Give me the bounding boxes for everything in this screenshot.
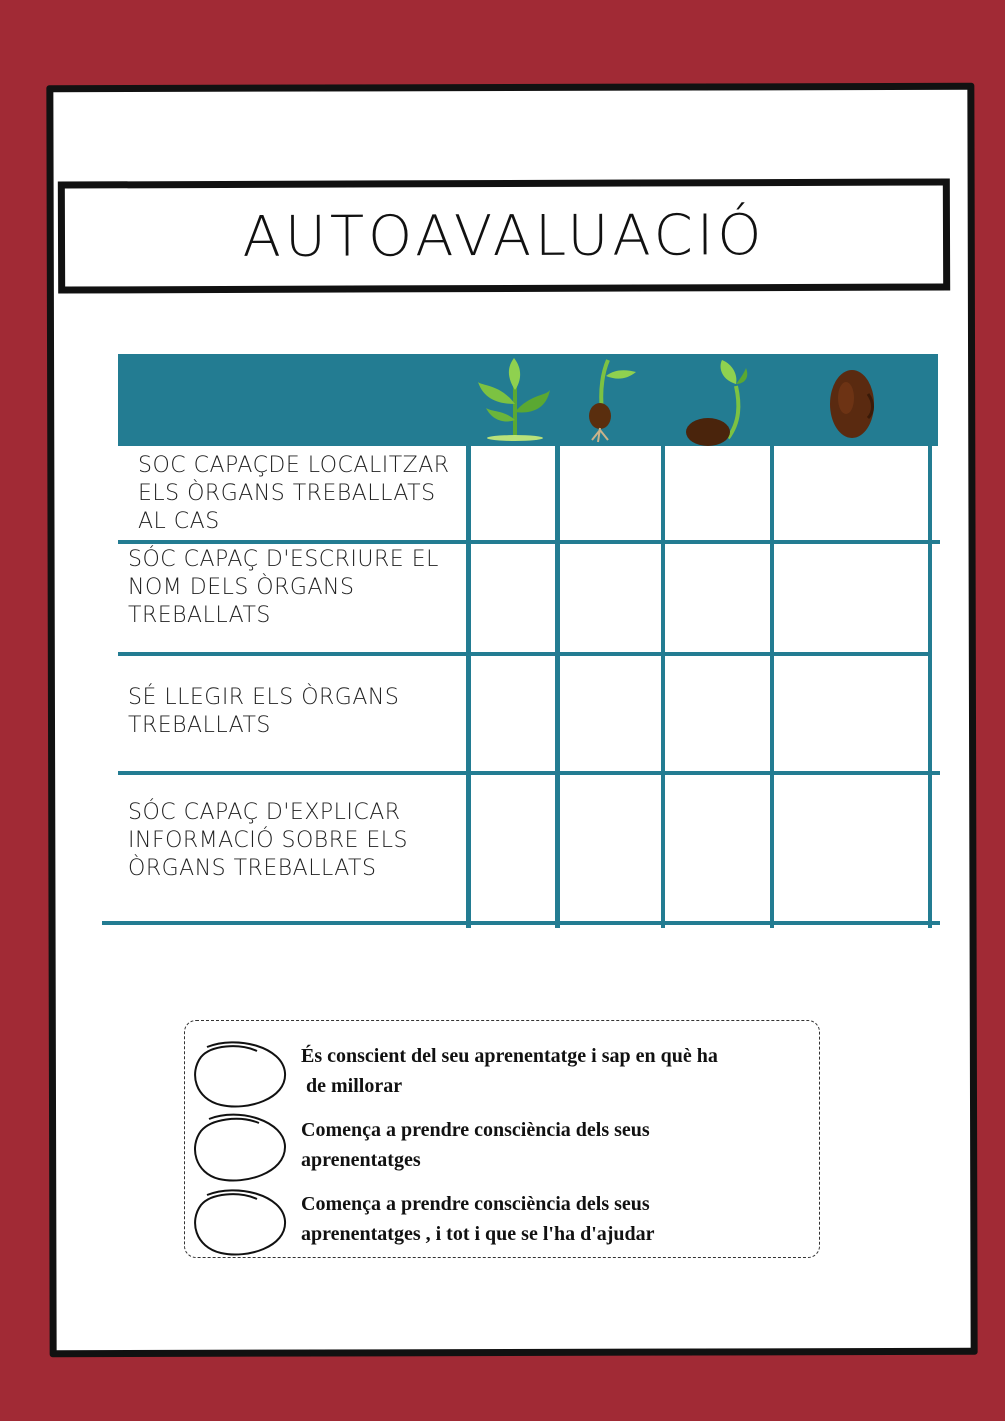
grid-divider — [118, 771, 940, 775]
legend-item-1: És conscient del seu aprenentatge i sap en què ha de millorar — [301, 1045, 718, 1097]
page-title: AUTOAVALUACIÓ — [242, 202, 766, 270]
title-box — [58, 178, 950, 293]
criterion-row-1: SOC CAPAÇDE LOCALITZAR ELS ÒRGANS TREBALLATS AL CAS — [138, 453, 450, 534]
scribble-circle-icon — [187, 1033, 291, 1113]
sprouting-seed-icon — [572, 354, 642, 446]
seedling-icon — [678, 354, 758, 446]
grid-divider — [466, 446, 471, 928]
grid-divider — [928, 446, 932, 928]
grid-divider — [555, 446, 560, 928]
grid-divider — [118, 652, 928, 656]
grid-divider — [102, 921, 940, 925]
scribble-circle-icon — [187, 1107, 291, 1187]
criterion-row-3: SÉ LLEGIR ELS ÒRGANS TREBALLATS — [128, 685, 400, 738]
grid-divider — [661, 446, 665, 928]
table-header — [118, 354, 938, 446]
legend-box — [184, 1020, 820, 1258]
grid-divider — [118, 540, 940, 544]
legend-item-2: Comença a prendre consciència dels seus aprenentatges — [301, 1119, 650, 1171]
scribble-circle-icon — [187, 1181, 291, 1261]
legend-item-3: Comença a prendre consciència dels seus aprenentatges , i tot i que se l'ha d'ajudar — [301, 1193, 655, 1245]
criterion-row-2: SÓC CAPAÇ D'ESCRIURE EL NOM DELS ÒRGANS TREBALLATS — [128, 547, 439, 628]
bean-seed-icon — [824, 354, 884, 446]
plant-icon — [470, 354, 560, 446]
grid-divider — [770, 446, 774, 928]
criterion-row-4: SÓC CAPAÇ D'EXPLICAR INFORMACIÓ SOBRE ELS ÒRGANS TREBALLATS — [128, 800, 408, 881]
